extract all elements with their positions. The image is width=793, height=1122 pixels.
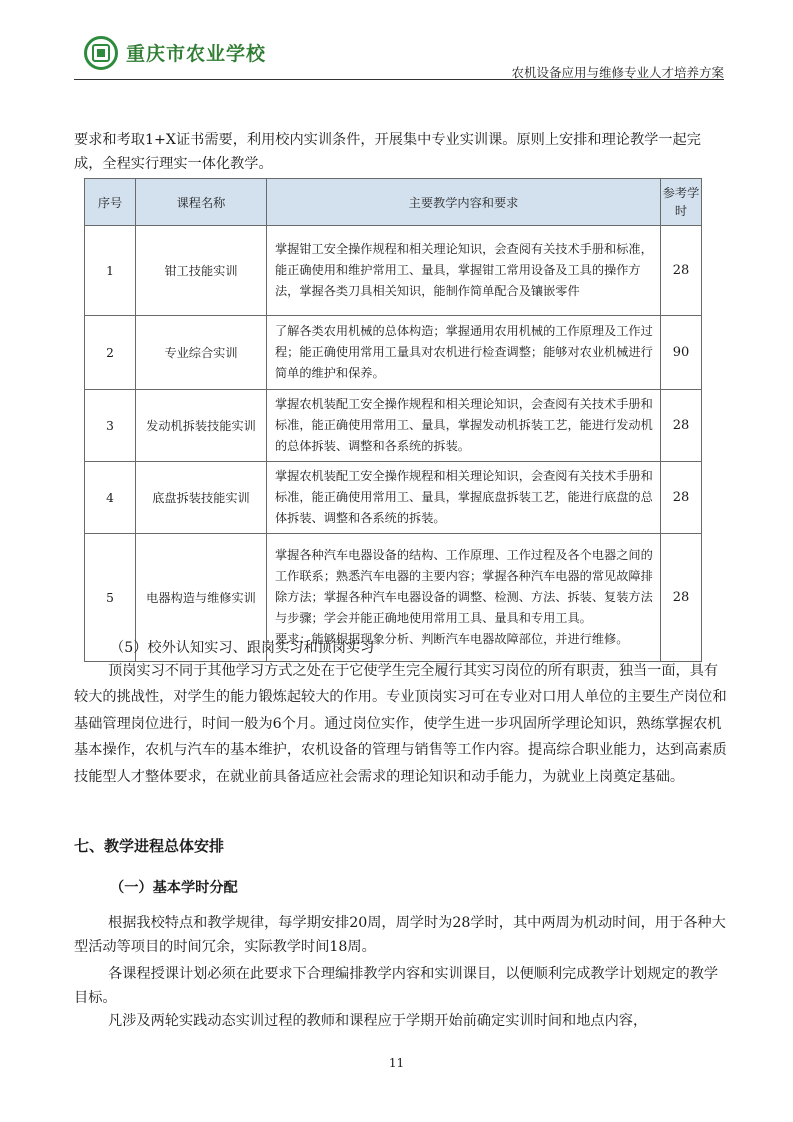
row-content-main: 掌握各种汽车电器设备的结构、工作原理、工作过程及各个电器之间的工作联系；熟悉汽车电器的主要内容；掌握各种汽车电器的常见故障排除方法；掌握各种汽车电器设备的调整、检测、方法、拆装、复装方法与步骤；学会并能正确地使用常用工具、量具和专用工具。 [275,548,653,625]
header-divider [74,79,724,80]
row-course-name: 发动机拆装技能实训 [136,390,267,462]
header-num: 序号 [85,179,136,226]
row-hours: 28 [661,534,702,662]
schedule-paragraph-1: 根据我校特点和教学规律，每学期安排20周，周学时为28学时，其中两周为机动时间，用于各种大型活动等项目的时间冗余，实际教学时间18周。 [74,915,726,955]
row-num: 3 [85,390,136,462]
page-number: 11 [388,1056,405,1070]
row-hours: 28 [661,390,702,462]
row-course-name: 电器构造与维修实训 [136,534,267,662]
school-name: 重庆市农业学校 [126,43,267,65]
row-num: 4 [85,462,136,534]
row-num: 1 [85,226,136,316]
internship-paragraph: 顶岗实习不同于其他学习方式之处在于它使学生完全履行其实习岗位的所有职责，独当一面，具有较大的挑战性，对学生的能力锻炼起较大的作用。专业顶岗实习可在专业对口用人单位的主要生产岗位和基础管理岗位进行，时间一般为6个月。通过岗位实作，使学生进一步巩固所学理论知识，熟练掌握农机基本操作，农机与汽车的基本维护，农机设备的管理与销售等工作内容。提高综合职业能力，达到高素质技能型人才整体要求，在就业前具备适应社会需求的理论知识和动手能力，为就业上岗奠定基础。 [74,663,727,785]
document-title: 农机设备应用与维修专业人才培养方案 [511,65,724,80]
row-content: 掌握农机装配工安全操作规程和相关理论知识，会查阅有关技术手册和标准，能正确使用常用工、量具，掌握发动机拆装工艺，能进行发动机的总体拆装、调整和各系统的拆装。 [267,390,661,462]
row-hours: 28 [661,226,702,316]
row-hours: 90 [661,316,702,390]
schedule-paragraph-2: 各课程授课计划必须在此要求下合理编排教学内容和实训课目，以便顺利完成教学计划规定的教学目标。 [74,966,719,1006]
table-row [85,316,702,390]
row-course-name: 钳工技能实训 [136,226,267,316]
row-course-name: 底盘拆装技能实训 [136,462,267,534]
header-course-name: 课程名称 [136,179,267,226]
table-header-row [85,179,702,226]
table-row [85,226,702,316]
row-content-requirement: 要求：能够根据现象分析、判断汽车电器故障部位，并进行维修。 [275,632,629,646]
schedule-paragraph-3: 凡涉及两轮实践动态实训过程的教师和课程应于学期开始前确定实训时间和地点内容， [108,1013,648,1029]
table-row [85,390,702,462]
subheading-internship: （5）校外认知实习、跟岗实习和顶岗实习 [110,640,375,656]
table-row [85,462,702,534]
row-content: 掌握农机装配工安全操作规程和相关理论知识，会查阅有关技术手册和标准，能正确使用常用工、量具，掌握底盘拆装工艺，能进行底盘的总体拆装、调整和各系统的拆装。 [267,462,661,534]
row-content: 了解各类农用机械的总体构造；掌握通用农用机械的工作原理及工作过程；能正确使用常用工量具对农机进行检查调整；能够对农业机械进行简单的维护和保养。 [267,316,661,390]
section-7-heading: 七、教学进程总体安排 [74,837,225,855]
practical-training-table [84,178,702,662]
school-logo-icon [84,36,118,70]
intro-paragraph: 要求和考取1+X证书需要，利用校内实训条件，开展集中专业实训课。原则上安排和理论教学一起完成，全程实行理实一体化教学。 [74,132,701,172]
row-num: 5 [85,534,136,662]
row-course-name: 专业综合实训 [136,316,267,390]
row-num: 2 [85,316,136,390]
row-content: 掌握钳工安全操作规程和相关理论知识，会查阅有关技术手册和标准，能正确使用和维护常用工、量具，掌握钳工常用设备及工具的操作方法，掌握各类刀具相关知识，能制作简单配合及镶嵌零件 [267,226,661,316]
section-7-1-heading: （一）基本学时分配 [110,880,238,896]
row-hours: 28 [661,462,702,534]
header-content: 主要教学内容和要求 [267,179,661,226]
page-header [74,30,724,80]
header-hours: 参考学时 [661,179,702,226]
